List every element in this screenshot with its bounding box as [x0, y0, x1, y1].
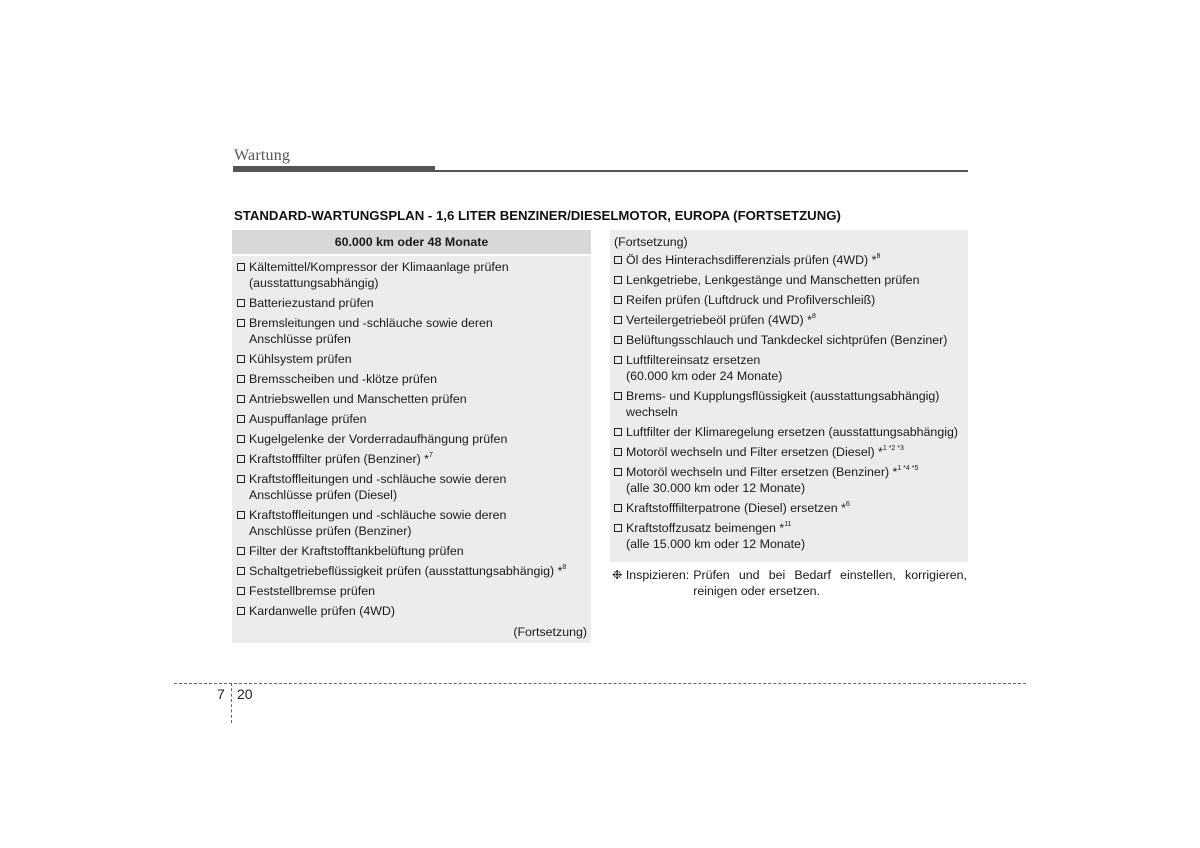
checklist-item	[236, 295, 587, 311]
checkbox-icon	[237, 299, 245, 307]
item-text-wrap	[626, 424, 958, 440]
checklist-item	[236, 431, 587, 447]
checklist-item	[613, 444, 966, 460]
checklist-item	[236, 391, 587, 407]
item-text-wrap	[249, 507, 506, 539]
checklist-item	[613, 500, 966, 516]
checklist-item	[236, 563, 587, 579]
checklist-item	[236, 471, 587, 503]
header-rule	[435, 170, 968, 172]
checkbox-icon	[237, 607, 245, 615]
item-text: Kraftstoffleitungen und -schläuche sowie deren Anschlüsse prüfen (Benziner)	[249, 508, 507, 538]
item-text: Luftfilter der Klimaregelung ersetzen (ausstattungsabhängig)	[626, 425, 958, 439]
item-text: Luftfiltereinsatz ersetzen (60.000 km oder 24 Monate)	[626, 353, 783, 383]
checklist-item	[236, 315, 587, 347]
checklist-item	[613, 272, 966, 288]
footnote-ref: 7	[428, 451, 433, 459]
item-text-wrap	[249, 563, 566, 579]
checklist-item	[236, 259, 587, 291]
item-text-wrap	[249, 451, 433, 467]
item-text: Filter der Kraftstofftankbelüftung prüfen	[249, 544, 464, 558]
checklist-item	[236, 451, 587, 467]
checklist-item	[613, 312, 966, 328]
item-text-wrap	[249, 471, 506, 503]
checkbox-icon	[614, 296, 622, 304]
left-maintenance-column	[232, 230, 591, 643]
checkbox-icon	[614, 448, 622, 456]
item-text-wrap	[626, 252, 880, 268]
checkbox-icon	[237, 567, 245, 575]
item-text: Öl des Hinterachsdifferenzials prüfen (4WD) *	[626, 253, 877, 267]
item-text: Verteilergetriebeöl prüfen (4WD) *	[626, 313, 812, 327]
item-text: Kardanwelle prüfen (4WD)	[249, 604, 395, 618]
item-text-wrap	[626, 312, 816, 328]
item-text-wrap	[626, 332, 947, 348]
item-text-wrap	[249, 543, 464, 559]
checkbox-icon	[237, 355, 245, 363]
footnote-ref: 1 *2 *3	[882, 444, 904, 452]
checklist-item	[613, 464, 966, 496]
checklist-item	[613, 252, 966, 268]
item-text: Bremsscheiben und -klötze prüfen	[249, 372, 438, 386]
item-text-wrap	[626, 388, 939, 420]
checklist-item	[613, 520, 966, 552]
checkbox-icon	[237, 511, 245, 519]
item-text-wrap	[249, 583, 375, 599]
item-text: Kühlsystem prüfen	[249, 352, 352, 366]
right-checklist	[610, 252, 968, 552]
checkbox-icon	[614, 504, 622, 512]
item-text-wrap	[626, 292, 875, 308]
footnote-ref: 8	[562, 563, 567, 571]
checklist-item	[613, 388, 966, 420]
continued-label-bottom: (Fortsetzung)	[513, 625, 587, 639]
item-text-wrap	[249, 431, 507, 447]
interval-header: 60.000 km oder 48 Monate	[232, 230, 591, 254]
item-text-wrap	[626, 500, 850, 516]
page-heading: STANDARD-WARTUNGSPLAN - 1,6 LITER BENZINER/DIESELMOTOR, EUROPA (FORTSETZUNG)	[234, 208, 841, 223]
checkbox-icon	[237, 455, 245, 463]
footnote-ref: 1 *4 *5	[897, 464, 919, 472]
footnote-text: Prüfen und bei Bedarf einstellen, korrigieren, reinigen oder ersetzen.	[693, 568, 967, 598]
checkbox-icon	[237, 587, 245, 595]
item-text-wrap	[626, 444, 904, 460]
checklist-item	[236, 507, 587, 539]
item-text: Lenkgetriebe, Lenkgestänge und Manschetten prüfen	[626, 273, 920, 287]
item-text-continued: (alle 30.000 km oder 12 Monate)	[626, 481, 806, 495]
chapter-number: 7	[217, 686, 225, 702]
checkbox-icon	[237, 375, 245, 383]
item-text: Kältemittel/Kompressor der Klimaanlage prüfen (ausstattungsabhängig)	[249, 260, 509, 290]
item-text-continued: (alle 15.000 km oder 12 Monate)	[626, 537, 806, 551]
item-text-wrap	[249, 351, 352, 367]
footnote-ref: 6	[845, 500, 850, 508]
checkbox-icon	[237, 435, 245, 443]
item-text: Bremsleitungen und -schläuche sowie deren Anschlüsse prüfen	[249, 316, 493, 346]
item-text-wrap	[249, 603, 395, 619]
item-text: Belüftungsschlauch und Tankdeckel sichtprüfen (Benziner)	[626, 333, 948, 347]
item-text: Kraftstoffleitungen und -schläuche sowie deren Anschlüsse prüfen (Diesel)	[249, 472, 507, 502]
item-text: Antriebswellen und Manschetten prüfen	[249, 392, 467, 406]
checklist-item	[613, 424, 966, 440]
item-text: Schaltgetriebeflüssigkeit prüfen (ausstattungsabhängig) *	[249, 564, 563, 578]
item-text: Motoröl wechseln und Filter ersetzen (Diesel) *	[626, 445, 883, 459]
footer-divider	[231, 683, 232, 723]
checkbox-icon	[237, 475, 245, 483]
checkbox-icon	[237, 263, 245, 271]
checklist-item	[236, 543, 587, 559]
inspection-footnote	[612, 567, 967, 599]
footnote-ref: 8	[811, 312, 816, 320]
item-text-wrap	[249, 295, 374, 311]
footnote-label: ❉ Inspizieren:	[612, 568, 690, 582]
item-text: Auspuffanlage prüfen	[249, 412, 367, 426]
checkbox-icon	[237, 415, 245, 423]
continued-label-top: (Fortsetzung)	[614, 235, 688, 249]
item-text: Feststellbremse prüfen	[249, 584, 376, 598]
item-text: Kraftstoffzusatz beimengen *	[626, 521, 785, 535]
checklist-item	[236, 371, 587, 387]
checkbox-icon	[614, 468, 622, 476]
item-text: Kraftstofffilter prüfen (Benziner) *	[249, 452, 429, 466]
checkbox-icon	[237, 395, 245, 403]
footer-rule	[174, 683, 1026, 684]
item-text-wrap	[249, 411, 367, 427]
item-text-wrap	[249, 259, 509, 291]
page-number: 20	[237, 686, 253, 702]
item-text-wrap	[626, 464, 918, 496]
checkbox-icon	[614, 336, 622, 344]
checklist-item	[236, 603, 587, 619]
footnote-ref: 11	[784, 520, 792, 528]
checkbox-icon	[614, 356, 622, 364]
section-title: Wartung	[234, 147, 291, 164]
item-text-wrap	[249, 315, 493, 347]
item-text: Batteriezustand prüfen	[249, 296, 374, 310]
checklist-item	[236, 351, 587, 367]
checkbox-icon	[614, 316, 622, 324]
item-text-wrap	[626, 272, 919, 288]
footnote-ref: 8	[876, 252, 881, 260]
right-maintenance-column	[610, 230, 968, 562]
checklist-item	[613, 332, 966, 348]
checkbox-icon	[614, 276, 622, 284]
checklist-item	[236, 583, 587, 599]
header-rule-accent	[233, 166, 435, 172]
checklist-item	[613, 352, 966, 384]
item-text-wrap	[249, 391, 467, 407]
checkbox-icon	[614, 524, 622, 532]
checkbox-icon	[614, 392, 622, 400]
checkbox-icon	[614, 256, 622, 264]
checklist-item	[236, 411, 587, 427]
item-text: Kraftstofffilterpatrone (Diesel) ersetzen *	[626, 501, 846, 515]
checkbox-icon	[237, 319, 245, 327]
item-text: Brems- und Kupplungsflüssigkeit (ausstattungsabhängig) wechseln	[626, 389, 940, 419]
checkbox-icon	[237, 547, 245, 555]
checklist-item	[613, 292, 966, 308]
item-text-wrap	[249, 371, 437, 387]
left-checklist	[232, 256, 591, 619]
item-text: Kugelgelenke der Vorderradaufhängung prüfen	[249, 432, 508, 446]
item-text-wrap	[626, 520, 805, 552]
item-text: Reifen prüfen (Luftdruck und Profilverschleiß)	[626, 293, 876, 307]
item-text-wrap	[626, 352, 782, 384]
checkbox-icon	[614, 428, 622, 436]
item-text: Motoröl wechseln und Filter ersetzen (Benziner) *	[626, 465, 898, 479]
